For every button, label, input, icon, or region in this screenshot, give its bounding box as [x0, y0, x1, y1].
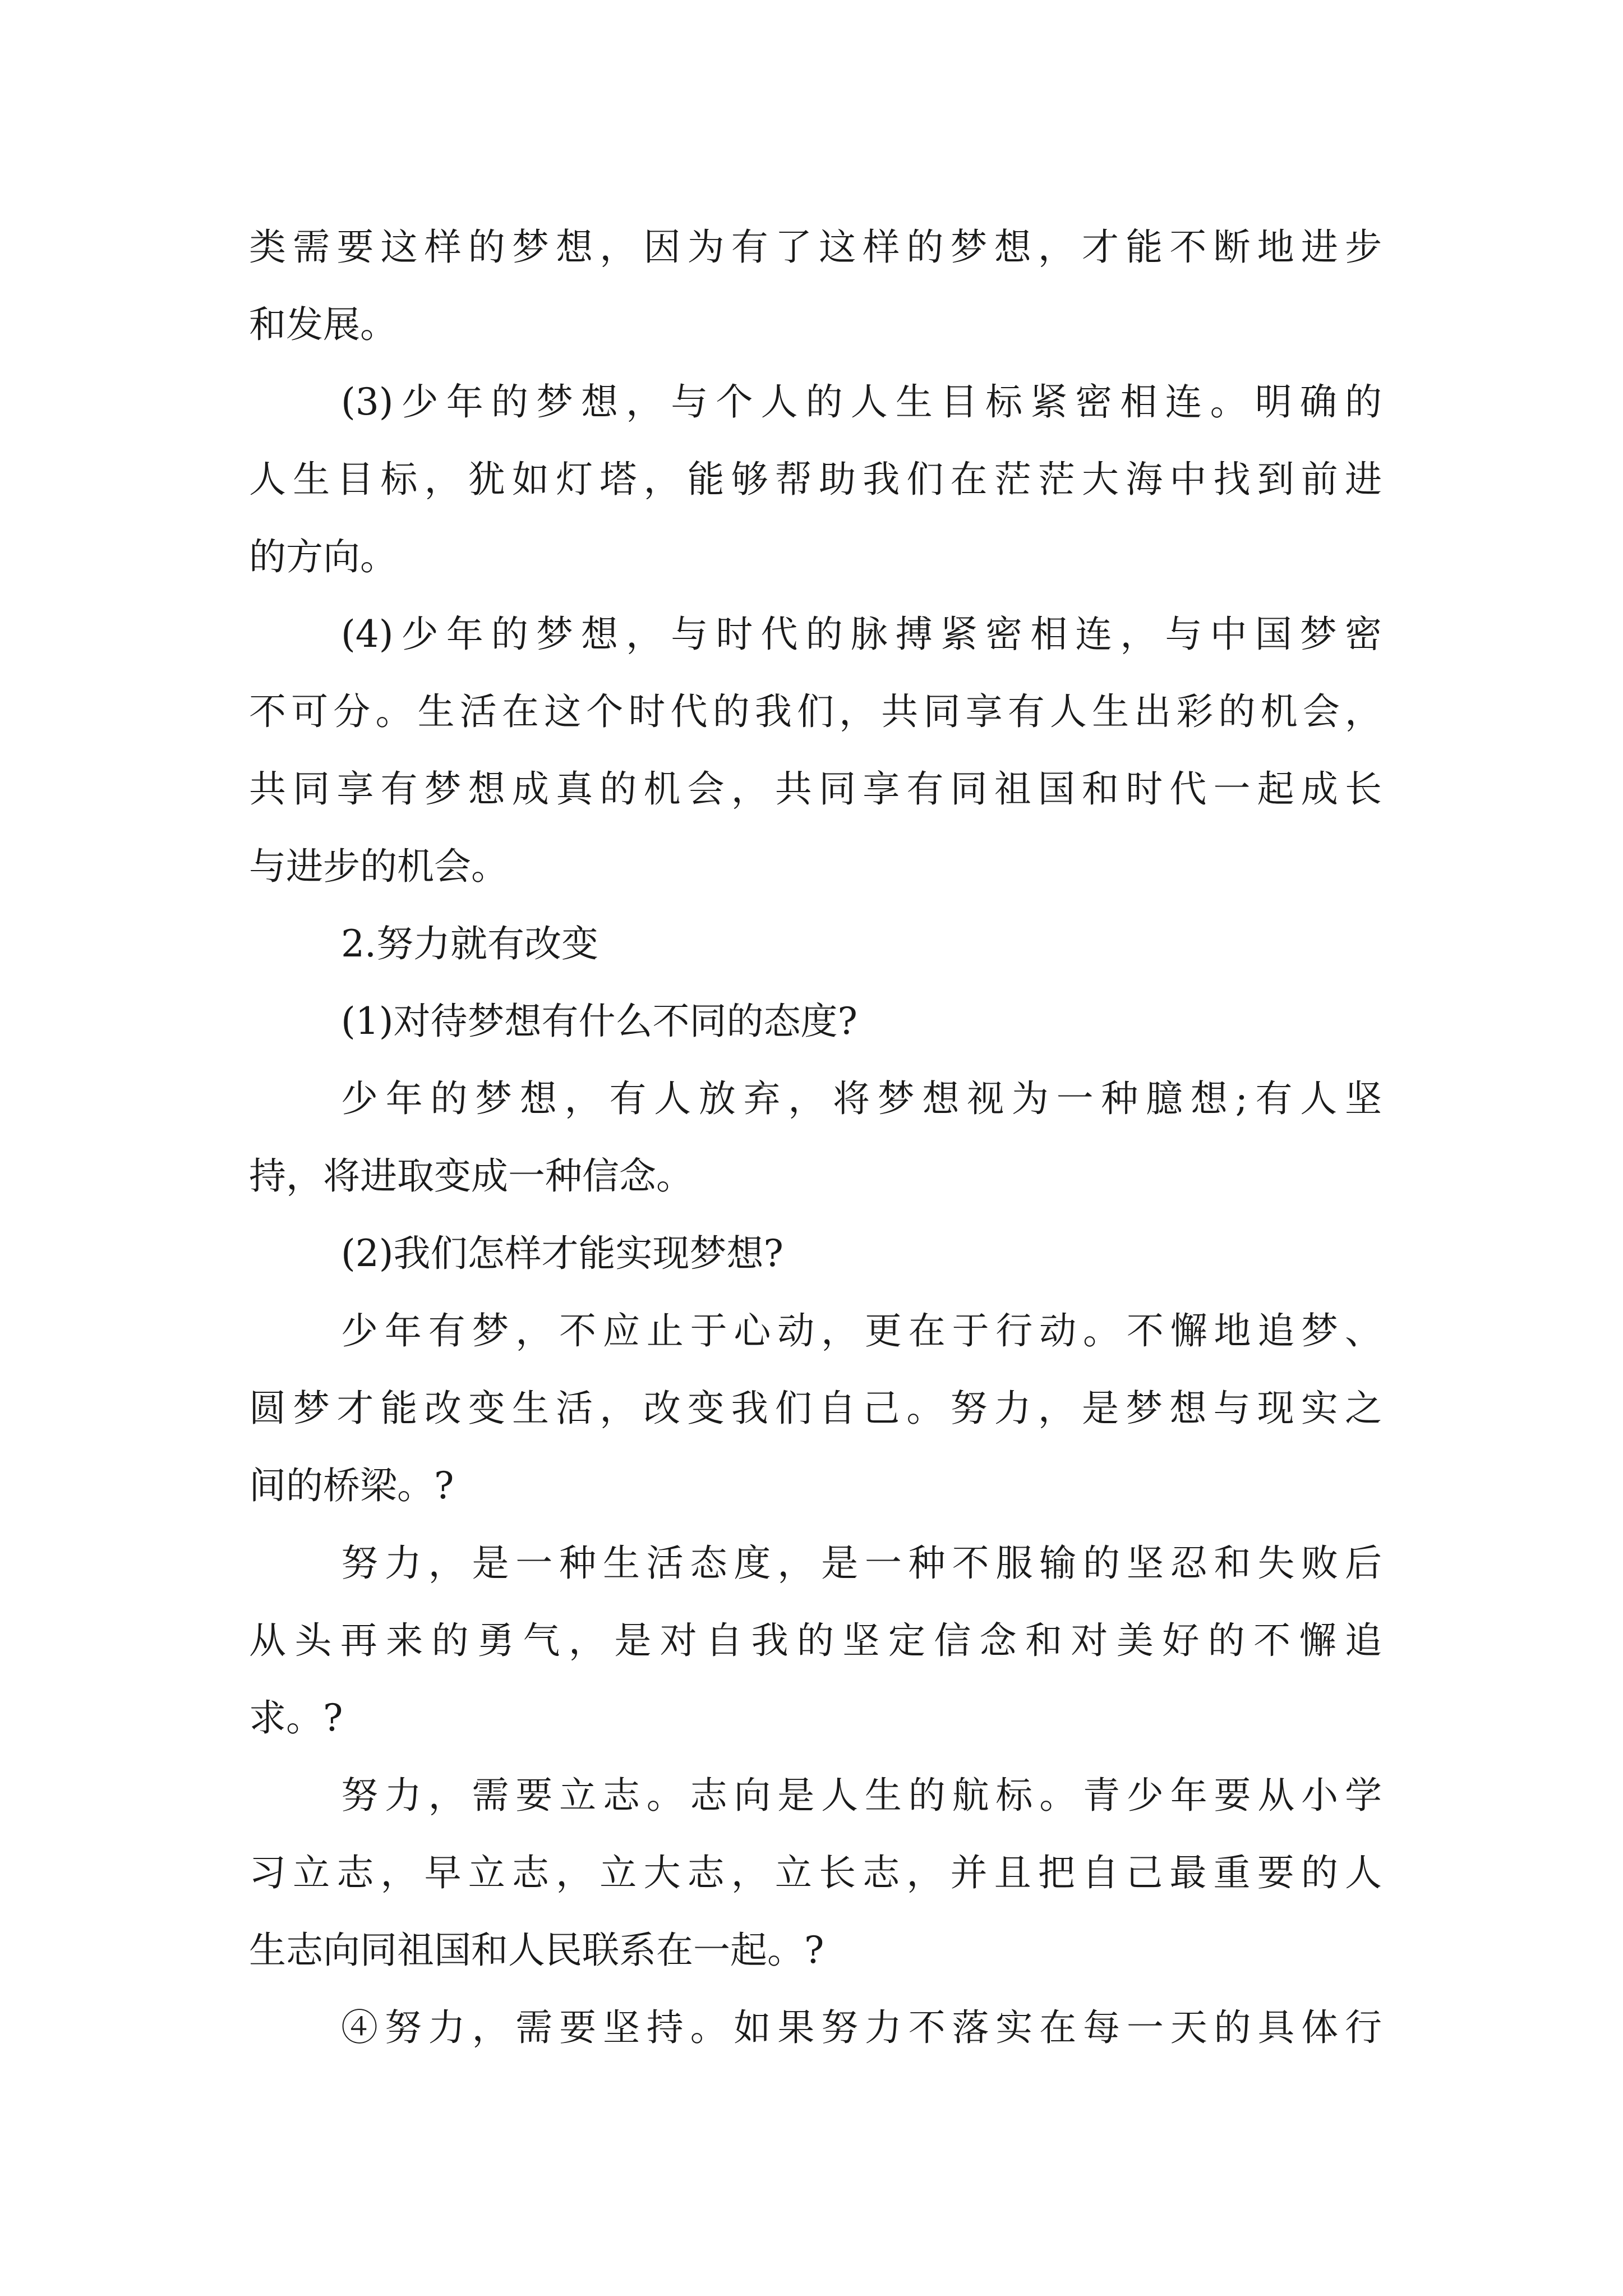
- text-line: (1)对待梦想有什么不同的态度?: [341, 1000, 857, 1043]
- text-line: 少年的梦想，有人放弃，将梦想视为一种臆想;有人坚: [341, 1077, 1382, 1120]
- text-line: 持，将进取变成一种信念。: [249, 1154, 693, 1198]
- text-line: 人生目标，犹如灯塔，能够帮助我们在茫茫大海中找到前进: [249, 458, 1382, 501]
- text-line: ④努力，需要坚持。如果努力不落实在每一天的具体行: [341, 2006, 1382, 2049]
- text-line: 2.努力就有改变: [341, 922, 598, 965]
- document-page: [249, 209, 1382, 2067]
- text-line: 少年有梦，不应止于心动，更在于行动。不懈地追梦、: [341, 1309, 1382, 1352]
- text-line: 共同享有梦想成真的机会，共同享有同祖国和时代一起成长: [249, 767, 1382, 811]
- text-line: 的方向。: [249, 535, 397, 578]
- text-line: 努力，需要立志。志向是人生的航标。青少年要从小学: [341, 1774, 1382, 1817]
- text-line: (2)我们怎样才能实现梦想?: [341, 1232, 783, 1275]
- text-line: 间的桥梁。?: [249, 1464, 454, 1507]
- text-line: 和发展。: [249, 303, 397, 346]
- text-line: 与进步的机会。: [249, 845, 508, 888]
- text-line: 类需要这样的梦想，因为有了这样的梦想，才能不断地进步: [249, 226, 1382, 269]
- body-text: [249, 209, 1382, 2067]
- text-line: 从头再来的勇气，是对自我的坚定信念和对美好的不懈追: [249, 1619, 1382, 1662]
- text-line: 生志向同祖国和人民联系在一起。?: [249, 1929, 824, 1972]
- text-line: (4)少年的梦想，与时代的脉搏紧密相连，与中国梦密: [341, 613, 1382, 656]
- text-line: 不可分。生活在这个时代的我们，共同享有人生出彩的机会，: [249, 690, 1382, 733]
- text-line: (3)少年的梦想，与个人的人生目标紧密相连。明确的: [341, 380, 1382, 424]
- text-line: 求。?: [249, 1696, 343, 1740]
- text-line: 习立志，早立志，立大志，立长志，并且把自己最重要的人: [249, 1851, 1382, 1894]
- text-line: 努力，是一种生活态度，是一种不服输的坚忍和失败后: [341, 1542, 1382, 1585]
- text-line: 圆梦才能改变生活，改变我们自己。努力，是梦想与现实之: [249, 1387, 1382, 1430]
